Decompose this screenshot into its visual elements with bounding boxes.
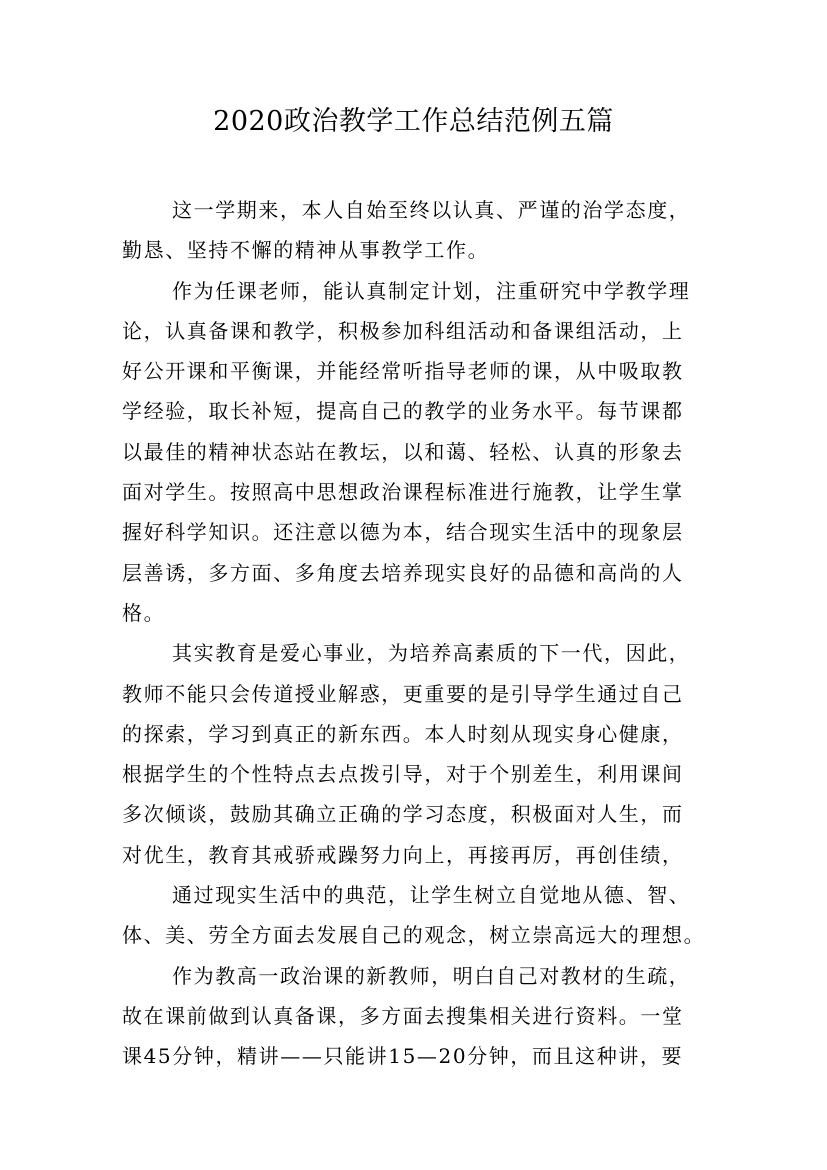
text-line: 多次倾谈，鼓励其确立正确的学习态度，积极面对人生，而 [122, 802, 684, 827]
text-line: 好公开课和平衡课，并能经常听指导老师的课，从中吸取教 [122, 359, 684, 384]
text-line: 握好科学知识。还注意以德为本，结合现实生活中的现象层 [122, 520, 684, 545]
document-body [122, 190, 722, 1077]
document-title: 2020政治教学工作总结范例五篇 [213, 106, 614, 137]
text-line: 根据学生的个性特点去点拨引导，对于个别差生，利用课间 [122, 762, 684, 787]
text-line: 学经验，取长补短，提高自己的教学的业务水平。每节课都 [122, 399, 684, 424]
text-line: 作为任课老师，能认真制定计划，注重研究中学教学理 [172, 278, 691, 303]
text-line: 对优生，教育其戒骄戒躁努力向上，再接再厉，再创佳绩， [122, 842, 684, 867]
text-line: 体、美、劳全方面去发展自己的观念，树立崇高远大的理想。 [122, 923, 706, 948]
text-line: 层善诱，多方面、多角度去培养现实良好的品德和高尚的人 [122, 560, 684, 585]
text-line: 通过现实生活中的典范，让学生树立自觉地从德、智、 [172, 883, 691, 908]
text-line: 格。 [122, 600, 166, 625]
text-line: 面对学生。按照高中思想政治课程标准进行施教，让学生掌 [122, 480, 684, 505]
text-line: 课45分钟，精讲——只能讲15—20分钟，而且这种讲，要 [122, 1044, 684, 1069]
text-line: 教师不能只会传道授业解惑，更重要的是引导学生通过自己 [122, 681, 684, 706]
text-line: 勤恳、坚持不懈的精神从事教学工作。 [122, 238, 490, 263]
text-line: 作为教高一政治课的新教师，明白自己对教材的生疏， [172, 963, 691, 988]
text-line: 论，认真备课和教学，积极参加科组活动和备课组活动，上 [122, 318, 684, 343]
text-line: 以最佳的精神状态站在教坛，以和蔼、轻松、认真的形象去 [122, 439, 684, 464]
text-line: 的探索，学习到真正的新东西。本人时刻从现实身心健康， [122, 721, 684, 746]
text-line: 这一学期来，本人自始至终以认真、严谨的治学态度， [172, 198, 691, 222]
text-line: 故在课前做到认真备课，多方面去搜集相关进行资料。一堂 [122, 1003, 684, 1028]
text-line: 其实教育是爱心事业，为培养高素质的下一代，因此， [172, 641, 691, 666]
